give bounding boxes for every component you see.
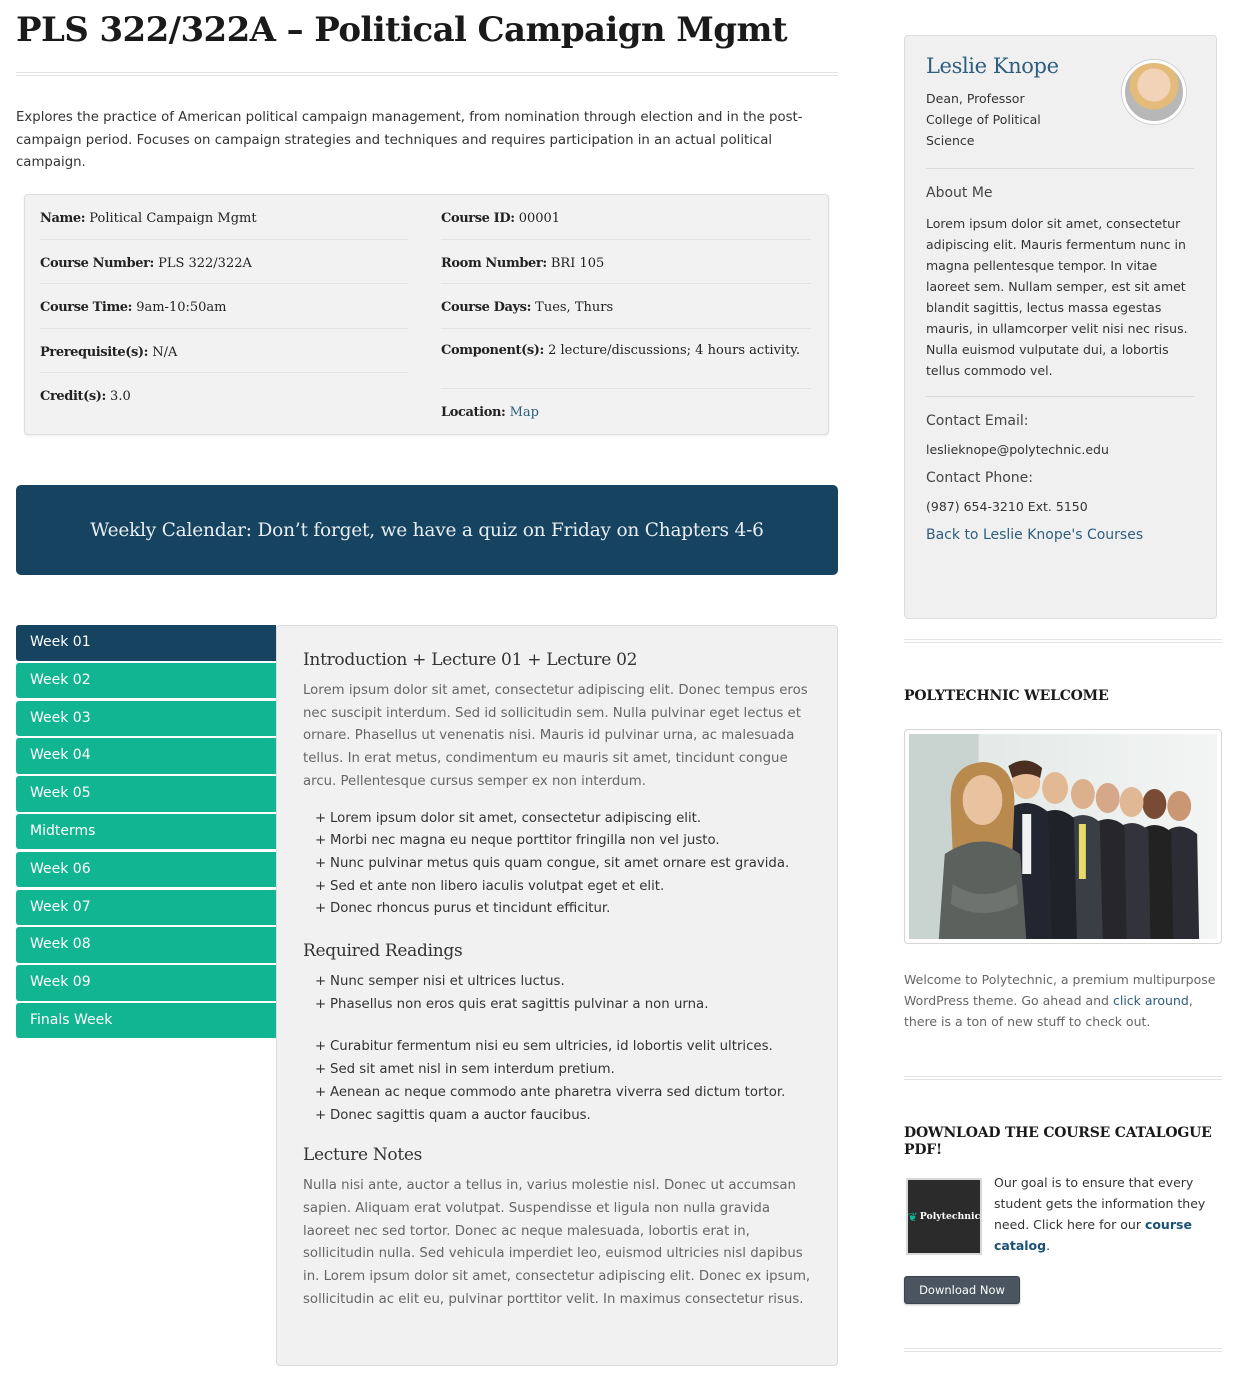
catalog-thumbnail[interactable] — [906, 1178, 982, 1255]
contact-phone: (987) 654-3210 Ext. 5150 — [926, 499, 1088, 514]
professor-role: Dean, Professor — [926, 91, 1025, 106]
tab-week-09[interactable]: Week 09 — [16, 965, 276, 1001]
info-row-course-id — [441, 195, 811, 240]
professor-college: Science — [926, 133, 975, 148]
info-row-room-number — [441, 240, 811, 285]
info-value: N/A — [148, 344, 178, 360]
info-label: Course Number: — [40, 255, 154, 271]
info-label: Course Days: — [441, 300, 532, 315]
tab-week-01[interactable]: Week 01 — [16, 625, 276, 661]
info-label: Room Number: — [441, 255, 547, 271]
info-label: Prerequisite(s): — [40, 344, 149, 360]
info-row-components — [441, 329, 811, 389]
contact-email: leslieknope@polytechnic.edu — [926, 442, 1109, 457]
welcome-text-part: , there is a ton of new stuff to check out. — [904, 993, 1193, 1029]
course-info-box — [24, 194, 829, 435]
course-description: Explores the practice of American political campaign management, from nomination through election and in the post-campaign period. Focuses on campaign strategies and techniques and requires participation in an actual political campaign. — [16, 110, 803, 171]
contact-phone-label: Contact Phone: — [926, 470, 1034, 486]
welcome-photo — [904, 729, 1222, 944]
tab-week-05[interactable]: Week 05 — [16, 776, 276, 812]
back-to-courses-link[interactable]: Back to Leslie Knope's Courses — [926, 527, 1144, 543]
week-tab-list — [16, 625, 276, 1041]
readings-list — [303, 971, 811, 1016]
info-label: Component(s): — [441, 342, 544, 358]
tab-midterms[interactable]: Midterms — [16, 814, 276, 850]
info-row-prerequisites — [40, 329, 408, 374]
info-label: Course ID: — [441, 211, 515, 226]
divider — [926, 396, 1194, 397]
panel-paragraph-notes: Nulla nisi ante, auctor a tellus in, varius molestie nisl. Donec ut accumsan sapien. Aliquam erat volutpat. Suspendisse et ligula non nulla gravida laoreet nec sed tortor. Donec ac neque malesuada, lobortis erat in, sollicitudin nulla. Sed vehicula imperdiet leo, euismod ultricies nisl dapibus in. Lorem ipsum dolor sit amet, consectetur adipiscing elit. Donec ex ipsum, sollicitudin ac elit eu, pulvinar porttitor velit. In maximus consectetur risus. — [303, 1178, 811, 1307]
topic-list — [303, 808, 811, 922]
tab-week-02[interactable]: Week 02 — [16, 663, 276, 699]
list-item: + Donec sagittis quam a auctor faucibus. — [315, 1105, 811, 1128]
divider — [926, 168, 1194, 169]
info-value: 2 lecture/discussions; 4 hours activity. — [543, 342, 801, 358]
info-label: Credit(s): — [40, 389, 106, 404]
course-catalog-link[interactable]: course catalog — [994, 1217, 1192, 1253]
info-label: Course Time: — [40, 300, 133, 315]
about-me-label: About Me — [926, 185, 993, 201]
list-item: + Nunc semper nisi et ultrices luctus. — [315, 971, 811, 994]
tab-week-03[interactable]: Week 03 — [16, 701, 276, 737]
catalog-text-part: Our goal is to ensure that every student gets the information they need. Click here for our — [994, 1175, 1206, 1232]
widget-divider — [904, 639, 1222, 643]
week-tab-panel — [276, 625, 838, 1366]
tab-week-06[interactable]: Week 06 — [16, 852, 276, 888]
catalog-widget-title: DOWNLOAD THE COURSE CATALOGUE PDF! — [904, 1125, 1212, 1158]
info-row-credits — [40, 373, 408, 418]
info-value: Tues, Thurs — [531, 300, 614, 315]
list-item: + Sed sit amet nisl in sem interdum pretium. — [315, 1059, 811, 1082]
professor-profile-card — [904, 35, 1217, 619]
panel-heading-notes: Lecture Notes — [303, 1145, 423, 1166]
about-me-text: Lorem ipsum dolor sit amet, consectetur adipiscing elit. Mauris fermentum nunc in magna pellentesque tempor. In vitae laoreet sem. Nullam semper, est sit amet blandit sagittis, lectus massa egestas mauris, in ullamcorper velit nisi nec risus. Nulla euismod vulputate dui, a lobortis tellus commodo vel. — [926, 216, 1188, 378]
map-link[interactable]: Map — [509, 404, 539, 420]
list-item: + Lorem ipsum dolor sit amet, consectetur adipiscing elit. — [315, 808, 811, 831]
welcome-widget-title: POLYTECHNIC WELCOME — [904, 688, 1109, 704]
panel-heading-readings: Required Readings — [303, 941, 463, 962]
title-divider — [16, 72, 838, 76]
weekly-calendar-banner: Weekly Calendar: Don’t forget, we have a quiz on Friday on Chapters 4-6 — [16, 485, 838, 575]
avatar — [1122, 60, 1186, 124]
info-row-location — [441, 389, 811, 434]
info-value: 3.0 — [105, 389, 131, 404]
list-item: + Morbi nec magna eu neque porttitor fringilla non vel justo. — [315, 830, 811, 853]
info-label: Name: — [40, 211, 86, 226]
panel-heading-intro: Introduction + Lecture 01 + Lecture 02 — [303, 650, 638, 670]
professor-college: College of Political — [926, 112, 1041, 127]
download-now-button[interactable]: Download Now — [904, 1276, 1020, 1304]
info-row-course-time — [40, 284, 408, 329]
list-item: + Curabitur fermentum nisi eu sem ultricies, id lobortis velit ultrices. — [315, 1036, 811, 1059]
contact-email-label: Contact Email: — [926, 413, 1029, 429]
catalog-text-part: . — [1046, 1238, 1051, 1253]
professor-name: Leslie Knope — [926, 54, 1059, 78]
readings-list-secondary — [303, 1036, 811, 1127]
info-value: Political Campaign Mgmt — [85, 211, 257, 226]
tab-finals-week[interactable]: Finals Week — [16, 1003, 276, 1039]
page-title: PLS 322/322A – Political Campaign Mgmt — [16, 10, 787, 50]
widget-divider — [904, 1348, 1222, 1352]
welcome-text — [904, 969, 1222, 1032]
list-item: + Nunc pulvinar metus quis quam congue, sit amet ornare est gravida. — [315, 853, 811, 876]
widget-divider — [904, 1076, 1222, 1080]
info-value: 9am-10:50am — [132, 300, 227, 315]
info-value: PLS 322/322A — [153, 255, 252, 271]
leaf-icon: ❦ — [907, 1209, 918, 1224]
tab-week-08[interactable]: Week 08 — [16, 927, 276, 963]
info-row-course-number — [40, 240, 408, 285]
tab-week-07[interactable]: Week 07 — [16, 890, 276, 926]
list-item: + Phasellus non eros quis erat sagittis pulvinar a non urna. — [315, 994, 811, 1017]
panel-paragraph: Lorem ipsum dolor sit amet, consectetur adipiscing elit. Donec tempus eros nec suscipit interdum. Sed id sollicitudin sem. Nulla pulvinar eget lectus et ornare. Phasellus ut venenatis nisi. Mauris id pulvinar urna, ac malesuada tellus. In erat metus, condimentum eu mauris sit amet, tincidunt congue arcu. Pellentesque cursus semper ex non interdum. — [303, 683, 808, 789]
click-around-link[interactable]: click around — [1112, 993, 1189, 1008]
info-row-course-days — [441, 284, 811, 329]
course-info-left-column — [40, 195, 408, 418]
info-value: 00001 — [514, 211, 561, 226]
info-value: BRI 105 — [546, 255, 605, 271]
catalog-text — [994, 1172, 1216, 1256]
group-photo-image — [909, 734, 1217, 939]
catalog-brand: Polytechnic — [919, 1211, 981, 1222]
course-info-right-column — [441, 195, 811, 433]
info-row-name — [40, 195, 408, 240]
list-item: + Aenean ac neque commodo ante pharetra viverra sed dictum tortor. — [315, 1082, 811, 1105]
info-label: Location: — [441, 404, 506, 420]
list-item: + Donec rhoncus purus et tincidunt efficitur. — [315, 898, 811, 921]
welcome-text-part: Welcome to Polytechnic, a premium multipurpose WordPress theme. Go ahead and — [904, 972, 1216, 1008]
tab-week-04[interactable]: Week 04 — [16, 738, 276, 774]
list-item: + Sed et ante non libero iaculis volutpat eget et elit. — [315, 876, 811, 899]
